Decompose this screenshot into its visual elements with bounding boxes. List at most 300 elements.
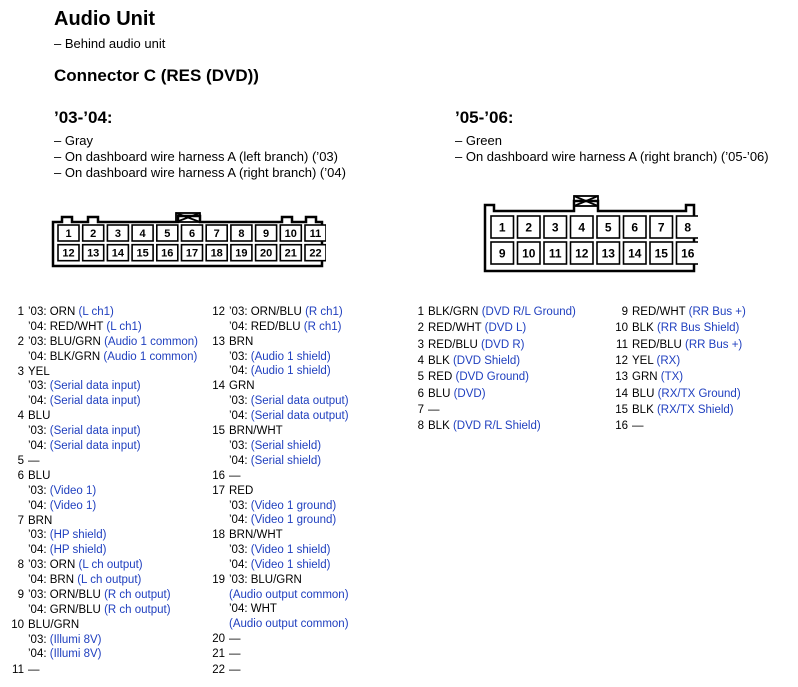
wire-color: ’04: — [229, 558, 251, 571]
signal-name: (Video 1) — [49, 499, 97, 512]
signal-name: (Serial shield) — [250, 439, 322, 452]
wire-color: BLK — [632, 322, 657, 335]
pin-number: 13 — [601, 246, 615, 261]
pin-entry — [209, 528, 330, 572]
wire-color: ’04: — [28, 648, 50, 661]
pin-entry — [209, 663, 241, 678]
note-line: – On dashboard wire harness A (left branch) (’03) — [54, 149, 338, 164]
pin-entry — [209, 335, 331, 379]
pin-number: 21 — [284, 247, 297, 260]
pin-entry — [8, 558, 143, 588]
pin-number: 1 — [17, 306, 24, 318]
pin-number: 2 — [17, 335, 24, 348]
signal-name: (Serial shield) — [250, 454, 322, 467]
pin-number: 3 — [17, 365, 24, 378]
pin-entry — [408, 305, 576, 320]
signal-name: (Illumi 8V) — [49, 633, 102, 646]
pin-entry — [209, 424, 321, 468]
pin-line — [632, 419, 644, 434]
pin-line — [28, 365, 141, 380]
wire-color: ’03: — [28, 529, 50, 542]
pin-line — [229, 379, 349, 394]
pin-number: 17 — [185, 247, 199, 260]
pin-entry — [612, 354, 680, 369]
pin-entry — [408, 387, 486, 402]
pin-number: 21 — [212, 648, 225, 661]
note-line: – Green — [455, 133, 502, 148]
connector-diagram-05-06 — [482, 193, 698, 275]
wire-color: — — [28, 454, 40, 467]
pin-line — [28, 335, 198, 350]
wire-color: ’04: WHT — [229, 603, 277, 616]
wire-color: RED/BLU — [428, 338, 482, 351]
pin-line — [229, 588, 349, 603]
pin-number: 7 — [17, 514, 24, 527]
pin-line — [229, 320, 343, 335]
pin-number: 5 — [17, 454, 24, 467]
pin-number: 1 — [498, 220, 506, 235]
pin-entry — [612, 305, 746, 320]
wire-color: YEL — [28, 365, 50, 378]
pin-number: 8 — [17, 559, 24, 572]
signal-name: (Serial data input) — [49, 425, 141, 438]
pin-line — [428, 321, 526, 336]
pin-number: 8 — [684, 220, 692, 235]
pin-number: 14 — [628, 246, 642, 261]
pin-line — [229, 513, 336, 528]
pin-entry — [8, 588, 171, 618]
pin-number: 14 — [212, 380, 225, 393]
wire-color: BLK — [632, 404, 657, 417]
pin-number: 19 — [235, 247, 248, 260]
wire-color: RED/WHT — [632, 306, 689, 318]
pin-entry — [408, 370, 529, 385]
pin-number: 9 — [621, 306, 628, 318]
signal-name: (Serial data input) — [49, 395, 141, 408]
pin-entry — [8, 469, 96, 513]
pin-number: 11 — [548, 246, 562, 261]
signal-name: (R ch1) — [303, 320, 342, 333]
signal-name: (HP shield) — [49, 529, 107, 542]
pin-line — [229, 454, 321, 469]
wire-color: RED — [428, 371, 456, 384]
pin-line — [428, 370, 529, 385]
pin-line — [632, 338, 742, 353]
pin-number: 13 — [615, 371, 628, 384]
wire-color: — — [428, 404, 440, 417]
wire-color: ’04: — [28, 544, 50, 557]
pin-number: 12 — [575, 246, 589, 261]
wire-color: ’03: — [229, 499, 251, 512]
signal-name: (RR Bus Shield) — [656, 322, 740, 335]
wire-color: YEL — [632, 355, 657, 368]
pin-line — [28, 618, 102, 633]
wire-color: ’04: RED/BLU — [229, 320, 304, 333]
pin-line — [28, 647, 102, 662]
wire-color: BLU/GRN — [28, 618, 80, 631]
signal-name: (Serial data input) — [49, 439, 141, 452]
notes-03-04 — [54, 133, 346, 181]
signal-name: (RR Bus +) — [685, 338, 743, 351]
signal-name: (DVD R/L Shield) — [452, 420, 541, 433]
wire-color: ’03: ORN — [28, 559, 79, 572]
pin-number: 20 — [212, 633, 225, 646]
pin-line — [28, 558, 143, 573]
pin-entry — [408, 321, 526, 336]
pin-grid — [58, 225, 326, 261]
wire-color: BRN — [229, 335, 254, 348]
pin-line — [229, 364, 331, 379]
wire-color: ’03: — [28, 633, 50, 646]
pin-line — [632, 321, 739, 336]
pin-line — [229, 439, 321, 454]
pin-entry — [209, 484, 336, 528]
pin-number: 11 — [616, 338, 628, 351]
wire-color: ’03: ORN/BLU — [28, 589, 105, 602]
wire-color: ’04: — [229, 365, 251, 378]
signal-name: (TX) — [660, 371, 684, 384]
pin-number: 3 — [417, 338, 424, 351]
pin-entry — [612, 370, 683, 385]
wire-color: ’03: — [229, 439, 251, 452]
pin-number: 15 — [136, 247, 149, 260]
wire-color: ’03: — [229, 395, 251, 408]
wire-color: ’04: — [229, 514, 251, 527]
pin-line — [229, 632, 241, 647]
pin-line — [28, 409, 141, 424]
pin-number: 9 — [263, 227, 270, 240]
pin-grid — [491, 216, 698, 264]
pin-line — [632, 403, 734, 418]
signal-name: (Video 1 ground) — [250, 499, 337, 512]
pin-number: 13 — [212, 335, 225, 348]
wire-color: — — [28, 663, 40, 676]
pin-entry — [8, 514, 106, 558]
pin-number: 6 — [631, 220, 639, 235]
pin-line — [428, 387, 486, 402]
pin-entry — [209, 469, 241, 484]
signal-name: (Serial data output) — [250, 409, 349, 422]
pin-number: 8 — [417, 420, 424, 433]
wire-color: ’03: BLU/GRN — [28, 335, 105, 348]
pin-entry — [8, 365, 141, 409]
pin-line — [428, 305, 576, 320]
signal-name: (Video 1 shield) — [250, 544, 331, 557]
pin-number: 3 — [114, 227, 121, 240]
pin-line — [229, 350, 331, 365]
signal-name: (RX/TX Ground) — [657, 387, 741, 400]
wire-color: BLU — [28, 410, 51, 423]
pin-number: 8 — [238, 227, 245, 240]
pin-number: 6 — [417, 387, 424, 400]
pin-number: 15 — [654, 246, 668, 261]
signal-name: (Audio 1 shield) — [250, 365, 331, 378]
wire-color: ’04: RED/WHT — [28, 320, 107, 333]
pin-line — [632, 354, 680, 369]
pin-number: 18 — [210, 247, 223, 260]
pin-number: 12 — [212, 306, 225, 318]
wire-color: ’03: ORN — [28, 306, 79, 318]
pin-line — [28, 394, 141, 409]
wire-color: ’03: — [229, 544, 251, 557]
pin-line — [229, 409, 349, 424]
wire-color: RED/WHT — [428, 322, 485, 335]
signal-name: (DVD) — [453, 387, 486, 400]
pin-line — [28, 469, 96, 484]
pin-entry — [612, 338, 742, 353]
pin-number: 5 — [164, 227, 171, 240]
pin-entry — [408, 354, 520, 369]
pin-line — [428, 338, 525, 353]
pin-entry — [612, 419, 644, 434]
wire-color: BRN/WHT — [229, 529, 283, 542]
pin-number: 9 — [498, 246, 506, 261]
wire-color: ’04: — [229, 409, 251, 422]
pin-number: 11 — [309, 227, 322, 240]
pin-number: 12 — [615, 355, 628, 368]
pin-line — [229, 663, 241, 678]
signal-name: (Audio output common) — [229, 618, 349, 631]
pin-entry — [209, 632, 241, 647]
signal-name: (L ch1) — [106, 320, 142, 333]
pin-number: 4 — [578, 220, 586, 235]
pin-entry — [8, 618, 102, 662]
signal-name: (RR Bus +) — [688, 306, 746, 318]
pin-entry — [612, 321, 739, 336]
pin-number: 22 — [309, 247, 322, 260]
pin-line — [632, 370, 683, 385]
page-title: Audio Unit — [54, 8, 156, 30]
pin-number: 15 — [212, 425, 225, 438]
signal-name: (Serial data output) — [250, 395, 349, 408]
pin-line — [28, 305, 142, 320]
pin-number: 16 — [681, 246, 695, 261]
wire-color: BLU — [632, 387, 658, 400]
pin-number: 14 — [111, 247, 125, 260]
pin-entry — [408, 403, 440, 418]
wire-color: ’04: BLK/GRN — [28, 350, 104, 363]
signal-name: (RX) — [656, 355, 681, 368]
pin-line — [28, 528, 106, 543]
wire-color: ’04: — [28, 499, 50, 512]
wire-color: BLU — [28, 470, 51, 482]
pin-entry — [209, 305, 343, 335]
pin-number: 7 — [417, 404, 424, 417]
pin-number: 10 — [11, 618, 24, 631]
pin-entry — [209, 379, 349, 423]
wire-color: — — [632, 420, 644, 433]
pin-line — [28, 603, 171, 618]
signal-name: (Audio 1 common) — [103, 350, 198, 363]
signal-name: (Video 1 shield) — [250, 558, 331, 571]
wire-color: RED — [229, 484, 254, 497]
pin-line — [28, 350, 198, 365]
pin-line — [229, 528, 330, 543]
wire-color: BLK — [428, 355, 453, 368]
signal-name: (DVD Shield) — [452, 355, 521, 368]
wire-color: ’03: ORN/BLU — [229, 306, 306, 318]
signal-name: (DVD R) — [481, 338, 525, 351]
wire-color: BRN/WHT — [229, 425, 283, 438]
wire-color: — — [229, 633, 241, 646]
wire-color: — — [229, 648, 241, 661]
pin-line — [28, 499, 96, 514]
pin-number: 3 — [551, 220, 559, 235]
wire-color: ’04: — [28, 439, 50, 452]
wire-color: ’03: — [28, 380, 50, 393]
pin-number: 6 — [17, 470, 24, 482]
pin-line — [229, 305, 343, 320]
pin-line — [28, 663, 40, 678]
wire-color: ’04: — [28, 395, 50, 408]
signal-name: (Video 1) — [49, 484, 97, 497]
pin-line — [632, 305, 746, 320]
signal-name: (Audio 1 shield) — [250, 350, 331, 363]
pin-entry — [408, 419, 541, 434]
pin-line — [229, 469, 241, 484]
note-line: – On dashboard wire harness A (right branch) (’05-’06) — [455, 149, 769, 164]
pin-line — [28, 454, 40, 469]
pin-line — [428, 419, 541, 434]
signal-name: (Audio output common) — [229, 588, 349, 601]
connector-diagram-03-04 — [50, 210, 326, 272]
pin-number: 5 — [417, 371, 424, 384]
pin-number: 7 — [657, 220, 665, 235]
signal-name: (L ch output) — [78, 559, 143, 572]
wire-color: — — [229, 663, 241, 676]
pin-line — [28, 424, 141, 439]
pin-number: 2 — [525, 220, 533, 235]
pin-number: 16 — [161, 247, 174, 260]
pin-entry — [8, 335, 198, 365]
signal-name: (L ch output) — [77, 573, 142, 586]
wire-color: ’03: — [28, 484, 50, 497]
pin-number: 2 — [90, 227, 97, 240]
note-line: – On dashboard wire harness A (right branch) (’04) — [54, 165, 346, 180]
pin-number: 9 — [17, 589, 24, 602]
pin-entry — [8, 663, 40, 678]
wire-color: ’04: GRN/BLU — [28, 603, 105, 616]
location-note: – Behind audio unit — [54, 36, 166, 51]
pin-number: 13 — [87, 247, 100, 260]
pin-entry — [8, 454, 40, 469]
pin-number: 16 — [212, 469, 225, 482]
pin-line — [229, 484, 336, 499]
signal-name: (Video 1 ground) — [250, 514, 337, 527]
pin-line — [28, 514, 106, 529]
signal-name: (Audio 1 common) — [104, 335, 199, 348]
pin-number: 10 — [615, 322, 628, 335]
signal-name: (HP shield) — [49, 544, 107, 557]
wire-color: GRN — [229, 380, 255, 393]
wire-color: GRN — [632, 371, 661, 384]
pin-line — [28, 633, 102, 648]
wire-color: BRN — [28, 514, 53, 527]
pin-number: 18 — [212, 529, 225, 542]
pin-entry — [209, 647, 241, 662]
pin-number: 5 — [604, 220, 612, 235]
pin-line — [229, 617, 349, 632]
pin-line — [229, 558, 330, 573]
pin-number: 22 — [212, 663, 225, 676]
pin-line — [28, 439, 141, 454]
wire-color: ’04: BRN — [28, 573, 78, 586]
pin-line — [28, 588, 171, 603]
pin-line — [28, 379, 141, 394]
pin-number: 12 — [62, 247, 75, 260]
pin-number: 6 — [188, 227, 196, 240]
pin-number: 10 — [284, 227, 297, 240]
signal-name: (RX/TX Shield) — [656, 404, 734, 417]
pin-number: 20 — [259, 247, 273, 260]
signal-name: (DVD L) — [484, 322, 527, 335]
pin-line — [229, 647, 241, 662]
pin-line — [229, 543, 330, 558]
pin-number: 14 — [615, 387, 628, 400]
connector-title: Connector C (RES (DVD)) — [54, 66, 259, 85]
pin-entry — [8, 305, 142, 335]
wire-color: ’04: — [229, 454, 251, 467]
note-line: – Gray — [54, 133, 94, 148]
pin-line — [229, 499, 336, 514]
heading-05-06: ’05-’06: — [455, 108, 514, 127]
wire-color: BLK/GRN — [428, 306, 482, 318]
pin-entry — [612, 403, 734, 418]
pin-line — [28, 543, 106, 558]
pin-line — [229, 602, 349, 617]
pin-number: 16 — [615, 420, 628, 433]
pin-number: 2 — [417, 322, 424, 335]
pin-number: 10 — [522, 246, 536, 261]
wire-color: BLU — [428, 387, 454, 400]
signal-name: (R ch1) — [305, 306, 343, 318]
pin-number: 7 — [213, 227, 220, 240]
pin-line — [428, 403, 440, 418]
pin-number: 19 — [212, 573, 225, 586]
signal-name: (Illumi 8V) — [49, 648, 102, 661]
heading-03-04: ’03-’04: — [54, 108, 113, 127]
wire-color: ’03: BLU/GRN — [229, 573, 302, 586]
pin-number: 1 — [417, 306, 424, 318]
pin-line — [428, 354, 520, 369]
signal-name: (L ch1) — [78, 306, 114, 318]
pin-line — [28, 484, 96, 499]
pin-line — [28, 573, 143, 588]
pin-line — [632, 387, 741, 402]
pin-line — [28, 320, 142, 335]
signal-name: (R ch output) — [104, 603, 171, 616]
pin-number: 17 — [212, 484, 225, 497]
pin-number: 11 — [12, 663, 24, 676]
wire-color: — — [229, 469, 241, 482]
notes-05-06 — [455, 133, 769, 165]
wire-color: RED/BLU — [632, 338, 686, 351]
signal-name: (R ch output) — [104, 589, 171, 602]
pin-number: 4 — [17, 410, 24, 423]
signal-name: (DVD R/L Ground) — [481, 306, 576, 318]
pin-line — [229, 394, 349, 409]
pin-line — [229, 573, 349, 588]
pin-number: 15 — [615, 404, 628, 417]
wire-color: BLK — [428, 420, 453, 433]
signal-name: (Serial data input) — [49, 380, 141, 393]
pin-entry — [612, 387, 741, 402]
pin-line — [229, 335, 331, 350]
pin-entry — [408, 338, 525, 353]
wire-color: ’03: — [28, 425, 50, 438]
pin-number: 4 — [417, 355, 424, 368]
pin-entry — [209, 573, 349, 632]
